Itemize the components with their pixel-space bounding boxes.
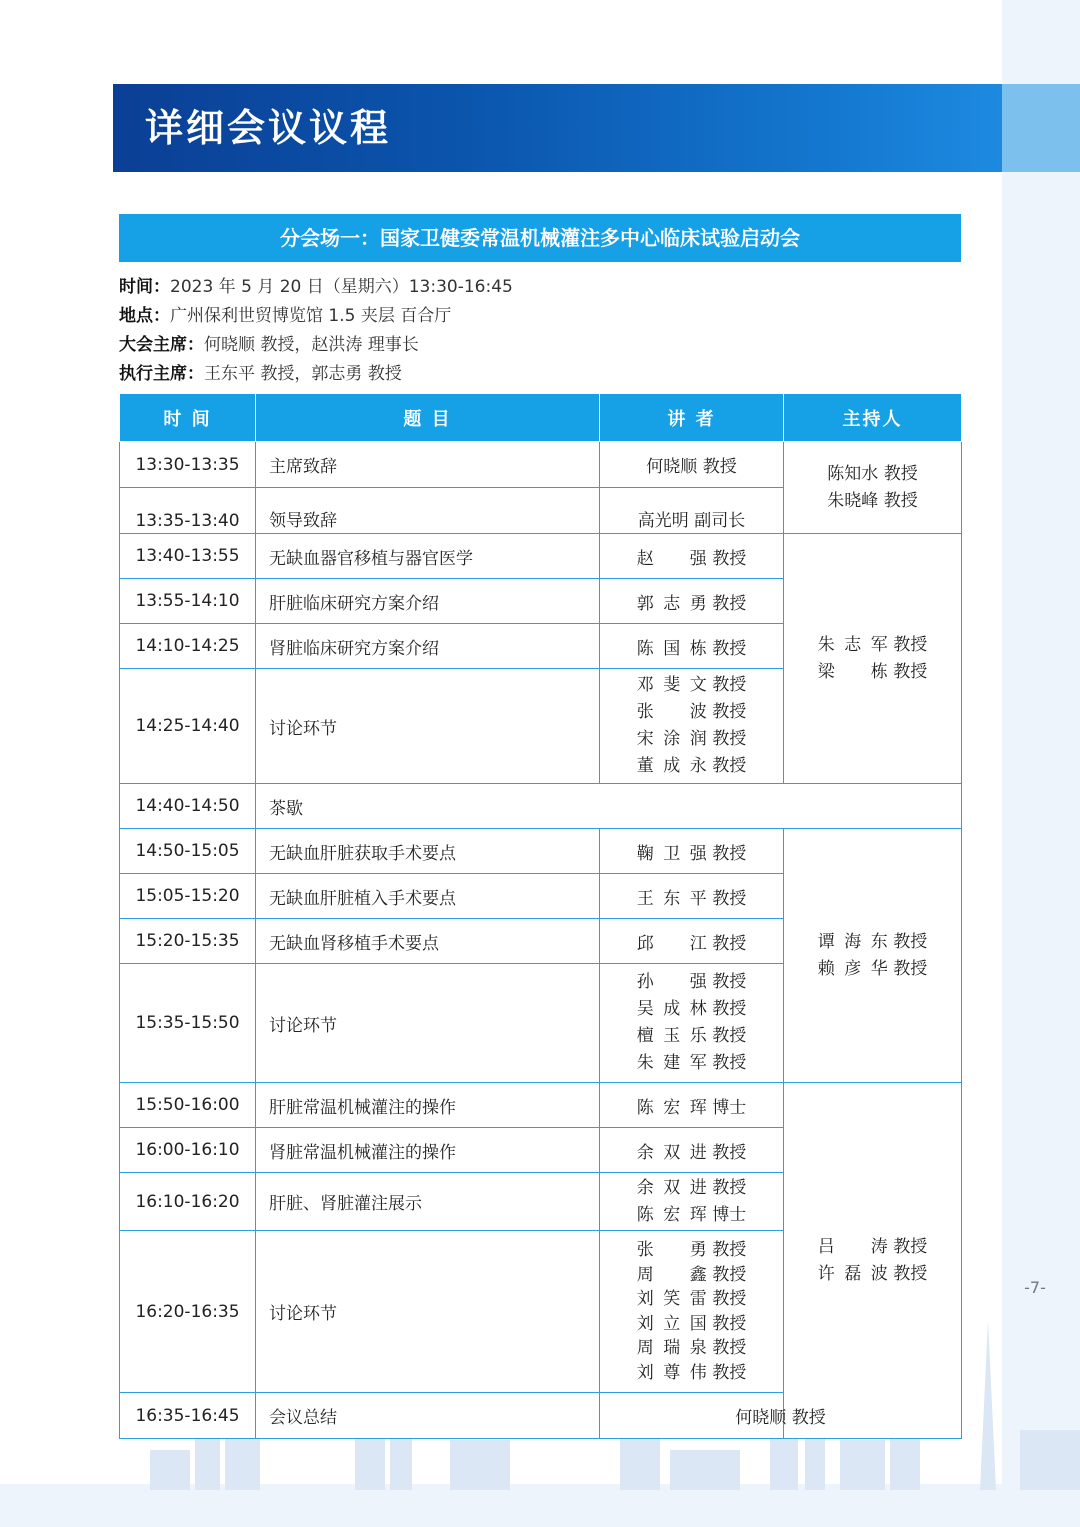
agenda-table	[119, 393, 962, 1439]
row-time: 13:35-13:40	[120, 488, 256, 534]
page-number: -7-	[1024, 1278, 1046, 1297]
table-header-row	[120, 394, 962, 442]
right-margin-strip	[1002, 0, 1080, 1527]
title-banner-extension	[1002, 84, 1080, 172]
row-speaker: 张 勇 教授 周 鑫 教授 刘笑雷 教授 刘立国 教授 周瑞泉 教授 刘尊伟 教授	[600, 1231, 784, 1393]
row-speaker: 赵 强 教授	[600, 534, 784, 579]
row-time: 14:25-14:40	[120, 669, 256, 784]
row-time: 16:10-16:20	[120, 1173, 256, 1231]
row-time: 16:20-16:35	[120, 1231, 256, 1393]
row-speaker: 高光明 副司长	[600, 488, 784, 534]
row-time: 15:50-16:00	[120, 1083, 256, 1128]
info-chairs: 大会主席：何晓顺 教授，赵洪涛 理事长	[119, 335, 419, 355]
session-title: 分会场一：国家卫健委常温机械灌注多中心临床试验启动会	[119, 214, 961, 262]
info-location: 地点：广州保利世贸博览馆 1.5 夹层 百合厅	[119, 306, 452, 326]
host-group-3: 谭海东 教授 赖彦华 教授	[784, 829, 962, 1083]
row-topic: 领导致辞	[256, 488, 600, 534]
row-topic: 肝脏常温机械灌注的操作	[256, 1083, 600, 1128]
row-speaker: 何晓顺 教授	[600, 442, 784, 488]
row-speaker: 陈国栋 教授	[600, 624, 784, 669]
bottom-margin-strip	[0, 1484, 1080, 1527]
header-time: 时 间	[120, 394, 256, 442]
table-row	[120, 1393, 962, 1439]
row-time: 13:30-13:35	[120, 442, 256, 488]
header-speaker: 讲 者	[600, 394, 784, 442]
row-topic: 肝脏临床研究方案介绍	[256, 579, 600, 624]
row-time: 16:35-16:45	[120, 1393, 256, 1439]
row-time: 14:40-14:50	[120, 784, 256, 829]
row-topic: 无缺血肝脏获取手术要点	[256, 829, 600, 874]
row-speaker: 何晓顺 教授	[600, 1393, 962, 1439]
meeting-info	[119, 273, 961, 389]
row-speaker: 郭志勇 教授	[600, 579, 784, 624]
row-topic: 无缺血肾移植手术要点	[256, 919, 600, 964]
table-row	[120, 829, 962, 874]
row-topic: 肾脏常温机械灌注的操作	[256, 1128, 600, 1173]
header-topic: 题 目	[256, 394, 600, 442]
row-topic: 肾脏临床研究方案介绍	[256, 624, 600, 669]
row-time: 14:10-14:25	[120, 624, 256, 669]
row-speaker: 孙 强 教授 吴成林 教授 檀玉乐 教授 朱建军 教授	[600, 964, 784, 1083]
row-speaker: 陈宏珲 博士	[600, 1083, 784, 1128]
row-time: 13:55-14:10	[120, 579, 256, 624]
header-host: 主持人	[784, 394, 962, 442]
row-time: 13:40-13:55	[120, 534, 256, 579]
table-row	[120, 442, 962, 488]
page-title: 详细会议议程	[145, 106, 392, 150]
row-time: 15:35-15:50	[120, 964, 256, 1083]
row-topic: 肝脏、肾脏灌注展示	[256, 1173, 600, 1231]
row-speaker: 王东平 教授	[600, 874, 784, 919]
row-speaker: 邓斐文 教授 张 波 教授 宋涂润 教授 董成永 教授	[600, 669, 784, 784]
row-speaker: 鞠卫强 教授	[600, 829, 784, 874]
row-topic: 会议总结	[256, 1393, 600, 1439]
row-topic: 无缺血肝脏植入手术要点	[256, 874, 600, 919]
host-group-4: 吕 涛 教授 许磊波 教授	[784, 1083, 962, 1439]
row-time: 14:50-15:05	[120, 829, 256, 874]
info-time: 时间：2023 年 5 月 20 日（星期六）13:30-16:45	[119, 277, 513, 297]
row-time: 16:00-16:10	[120, 1128, 256, 1173]
table-row	[120, 1083, 962, 1128]
row-time: 15:20-15:35	[120, 919, 256, 964]
row-topic: 主席致辞	[256, 442, 600, 488]
row-topic: 讨论环节	[256, 964, 600, 1083]
row-speaker: 余双进 教授 陈宏珲 博士	[600, 1173, 784, 1231]
row-topic: 无缺血器官移植与器官医学	[256, 534, 600, 579]
row-time: 15:05-15:20	[120, 874, 256, 919]
info-exec-chairs: 执行主席：王东平 教授，郭志勇 教授	[119, 364, 402, 384]
row-topic: 茶歇	[256, 784, 962, 829]
row-speaker: 余双进 教授	[600, 1128, 784, 1173]
row-speaker: 邱 江 教授	[600, 919, 784, 964]
table-row-break	[120, 784, 962, 829]
host-group-2: 朱志军 教授 梁 栋 教授	[784, 534, 962, 784]
row-topic: 讨论环节	[256, 1231, 600, 1393]
row-topic: 讨论环节	[256, 669, 600, 784]
host-group-1: 陈知水 教授 朱晓峰 教授	[784, 442, 962, 534]
table-row	[120, 534, 962, 579]
